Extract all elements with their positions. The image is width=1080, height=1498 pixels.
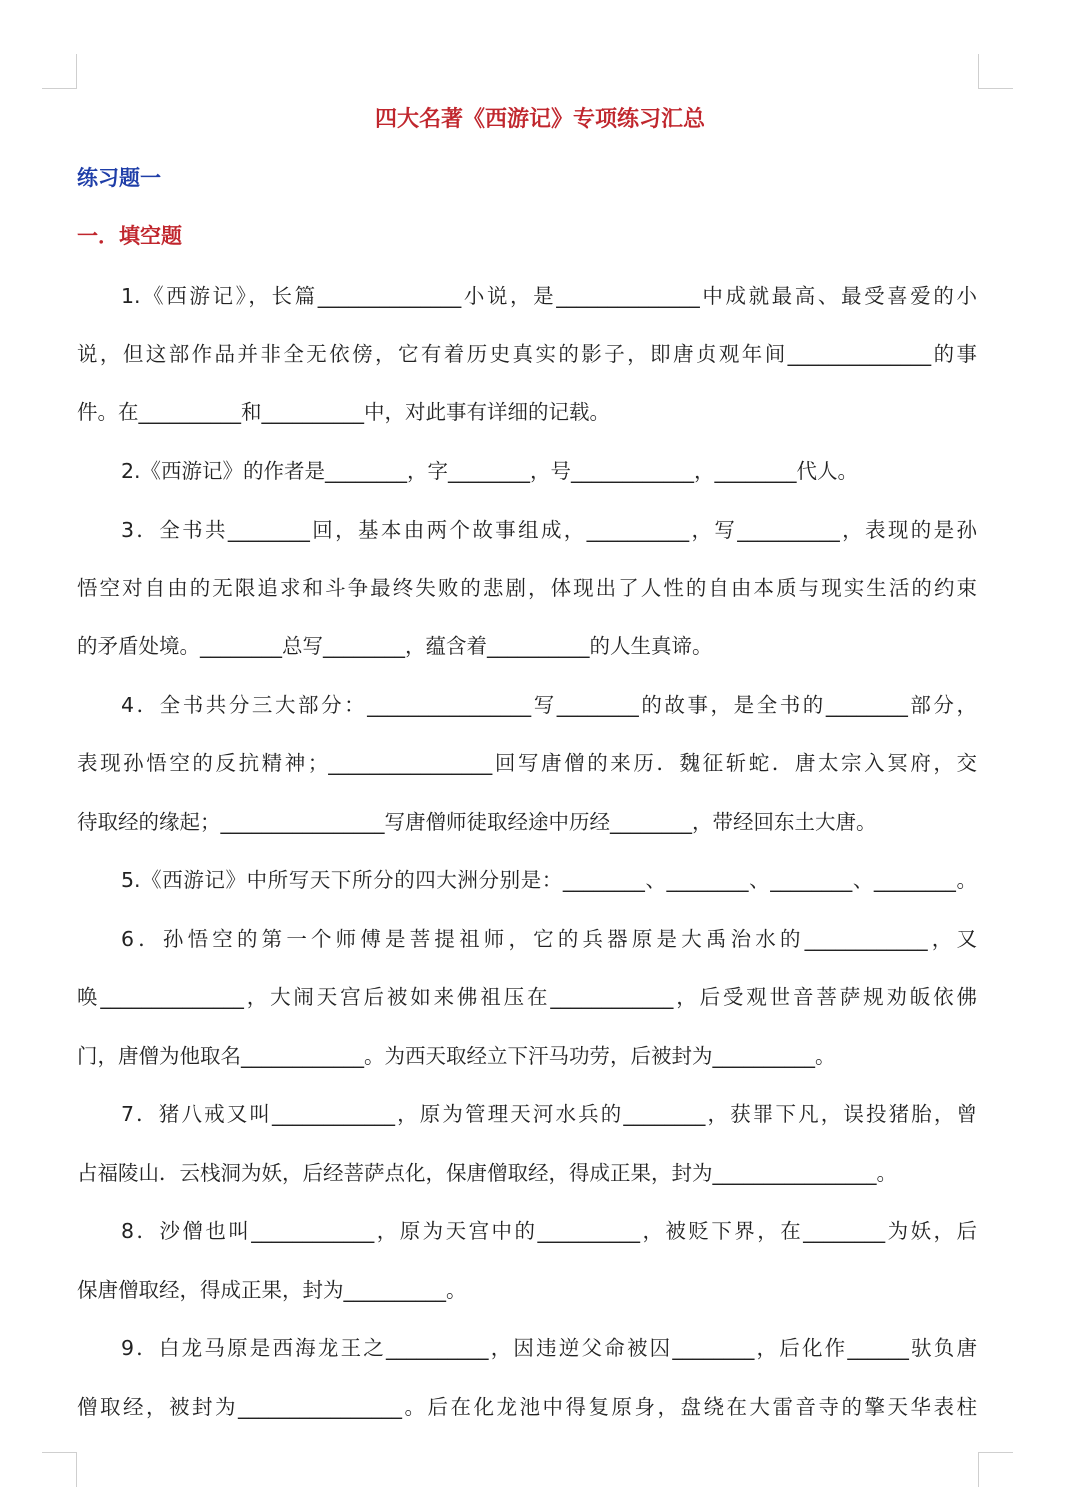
text-line: 的矛盾处境。________总写________，蕴含着__________的人生真谛。 bbox=[77, 634, 713, 658]
document-title: 四大名著《西游记》专项练习汇总 bbox=[374, 107, 705, 132]
text-line: 占福陵山．云栈洞为妖，后经菩萨点化，保唐僧取经，得成正果，封为________________。 bbox=[77, 1161, 897, 1185]
page-corner-mark bbox=[42, 54, 77, 89]
text-line: 9．白龙马原是西海龙王之__________，因违逆父命被囚________，后化作______驮负唐 bbox=[121, 1336, 977, 1360]
page-corner-mark bbox=[42, 1452, 77, 1487]
text-line: 件。在__________和__________中，对此事有详细的记载。 bbox=[77, 400, 610, 424]
text-line: 说，但这部作品并非全无依傍，它有着历史真实的影子，即唐贞观年间______________的事 bbox=[77, 342, 977, 366]
text-line: 保唐僧取经，得成正果，封为__________。 bbox=[77, 1278, 467, 1302]
text-line: 7．猪八戒又叫____________，原为管理天河水兵的________，获罪下凡，误投猪胎，曾 bbox=[121, 1102, 977, 1126]
page-corner-mark bbox=[978, 1452, 1013, 1487]
text-line: 4．全书共分三大部分：________________写________的故事，是全书的________部分， bbox=[121, 693, 977, 717]
text-line: 2.《西游记》的作者是________，字________，号____________，________代人。 bbox=[121, 459, 859, 483]
text-line: 3．全书共________回，基本由两个故事组成，__________，写__________，表现的是孙 bbox=[121, 518, 977, 542]
text-line: 僧取经，被封为________________。后在化龙池中得复原身，盘绕在大雷音寺的擎天华表柱 bbox=[77, 1395, 977, 1419]
text-line: 唤______________，大闹天宫后被如来佛祖压在____________，后受观世音菩萨规劝皈依佛 bbox=[77, 985, 977, 1009]
page-corner-mark bbox=[978, 54, 1013, 89]
section-heading: 一．填空题 bbox=[77, 224, 182, 248]
text-line: 8．沙僧也叫____________，原为天宫中的__________，被贬下界，在________为妖，后 bbox=[121, 1219, 977, 1243]
text-line: 悟空对自由的无限追求和斗争最终失败的悲剧，体现出了人性的自由本质与现实生活的约束 bbox=[77, 576, 977, 600]
text-line: 6．孙悟空的第一个师傅是菩提祖师，它的兵器原是大禹治水的____________，又 bbox=[121, 927, 977, 951]
text-line: 表现孙悟空的反抗精神；________________回写唐僧的来历．魏征斩蛇．唐太宗入冥府，交 bbox=[77, 751, 977, 775]
text-line: 5.《西游记》中所写天下所分的四大洲分别是：________、________、________、________。 bbox=[121, 868, 977, 892]
text-line: 门，唐僧为他取名____________。为西天取经立下汗马功劳，后被封为__________。 bbox=[77, 1044, 836, 1068]
exercise-heading: 练习题一 bbox=[77, 166, 161, 190]
text-line: 1.《西游记》，长篇______________小说，是______________中成就最高、最受喜爱的小 bbox=[121, 284, 977, 308]
text-line: 待取经的缘起；________________写唐僧师徒取经途中历经________，带经回东土大唐。 bbox=[77, 810, 877, 834]
